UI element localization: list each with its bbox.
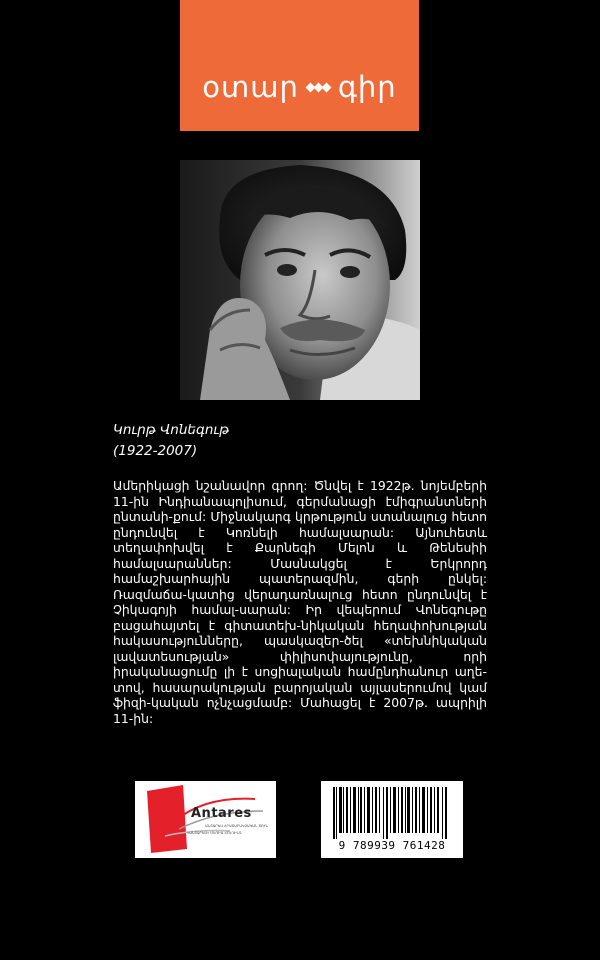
publisher-logo: [135, 781, 276, 858]
barcode-icon: [321, 781, 463, 841]
publisher-name: Antares: [191, 806, 252, 821]
series-brand-box: [180, 0, 419, 131]
diamond-separator-icon: [307, 84, 330, 91]
author-name: Կուրթ Վոնեգութ: [113, 422, 230, 438]
publisher-subtitle-1: ԱՆՏԱՐԵՍ ՀՐԱՏԱՐԱԿՉԱԿԱՆ ՏՈՒՆ: [205, 824, 269, 828]
brand-left-word: օտար: [202, 70, 299, 104]
author-years: (1922-2007): [113, 443, 198, 459]
author-portrait-photo: [180, 160, 420, 400]
publisher-subtitle-2: «ԱՆՏԱՐԵՍ» ՄԵԴԻԱ ՀՈԼԴԻՆԳ: [187, 831, 242, 835]
isbn-number: 9 789939 761428: [338, 839, 446, 852]
isbn-barcode: [321, 781, 463, 858]
brand-right-word: գիր: [337, 70, 397, 104]
author-biography: Ամերիկացի նշանավոր գրող: Ծնվել է 1922թ. նոյեմբերի 11-ին Ինդիանապոլիսում, գերմանացի էմիգրանտների ընտանի-քում: Միջնակարգ կրթություն ստանալուց հետո ընդունվել է Կոռնելի համալսարան: Այնուհետև տեղափոխվել է Քարնեգի Մելոն և Թենեսիի համալսարաններ: Մասնակցել է Երկրորդ համաշխարհային պատերազմին, գերի ընկել: Ռազմաճա-կատից վերադառնալուց հետո ընդունվել է Չիկագոյի համալ-սարան: Իր վեպերում Վոնեգութը բացահայտել է գիտատեխ-նիկական հեղափոխության հակասությունները, պասկազեր-ծել «տեխնիկական լավատեսության» փիլիսոփայությունը, որի իրականացումը լի է սոցիալական համընդհանուր աղե-տով, հասարակության բարոյական այլասերումով կամ ֆիզի-կական ոչնչացմամբ: Մահացել է 2007թ. ապրիլի 11-ին:: [113, 478, 487, 726]
series-brand-text: [180, 70, 419, 104]
